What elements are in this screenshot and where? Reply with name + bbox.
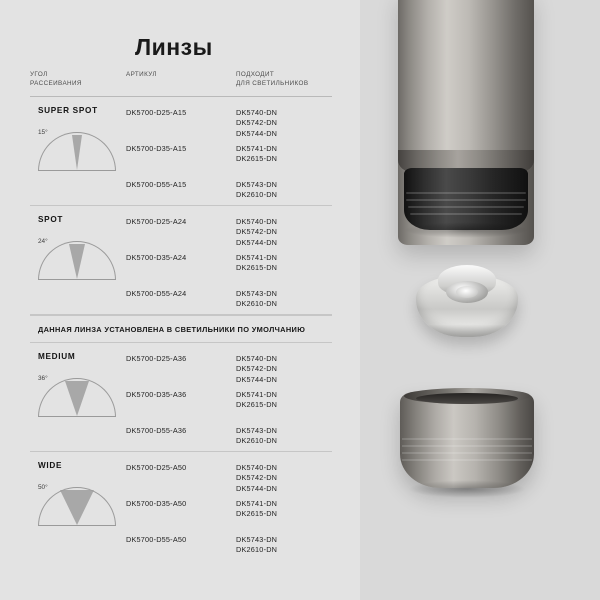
compatible-luminaires: DK5741-DN DK2615-DN <box>236 143 278 164</box>
beam-angle-label: 24° <box>38 237 48 245</box>
beam-cell <box>30 343 126 451</box>
beam-diagram-icon <box>38 487 116 539</box>
group-name: SPOT <box>38 214 64 224</box>
beam-cell <box>30 97 126 205</box>
article-code: DK5700-D35-A36 <box>126 389 187 399</box>
article-code: DK5700-D25-A50 <box>126 462 187 472</box>
compatible-luminaires: DK5740-DN DK5742-DN DK5744-DN <box>236 353 278 385</box>
article-code: DK5700-D55-A50 <box>126 534 187 544</box>
page-title: Линзы <box>135 34 213 60</box>
lens-table <box>30 70 332 560</box>
table-row <box>126 97 332 139</box>
beam-angle-label: 36° <box>38 374 48 382</box>
compatible-luminaires: DK5740-DN DK5742-DN DK5744-DN <box>236 216 278 248</box>
column-header-fits <box>236 70 332 89</box>
lens-group-super-spot <box>30 97 332 206</box>
tube-contact-shadow <box>404 222 528 238</box>
beam-diagram-icon <box>38 378 116 430</box>
luminaire-tube-head <box>404 168 528 230</box>
group-name: WIDE <box>38 460 63 470</box>
product-photo <box>360 0 600 600</box>
compatible-luminaires: DK5743-DN DK2610-DN <box>236 534 278 555</box>
compatible-luminaires: DK5741-DN DK2615-DN <box>236 389 278 410</box>
column-header-article: АРТИКУЛ <box>126 71 157 78</box>
column-header-fits-line1: ПОДХОДИТ <box>236 71 275 78</box>
article-code: DK5700-D25-A36 <box>126 353 187 363</box>
article-code: DK5700-D25-A15 <box>126 107 187 117</box>
table-row <box>126 278 332 314</box>
table-row <box>126 452 332 494</box>
compatible-luminaires: DK5743-DN DK2610-DN <box>236 425 278 446</box>
article-code: DK5700-D55-A15 <box>126 179 187 189</box>
beam-diagram-icon <box>38 241 116 293</box>
compatible-luminaires: DK5743-DN DK2610-DN <box>236 179 278 200</box>
mounting-ring <box>400 392 534 500</box>
lens-group-wide <box>30 452 332 560</box>
group-name: MEDIUM <box>38 351 76 361</box>
column-header-beam-line1: УГОЛ <box>30 71 48 78</box>
beam-cell <box>30 452 126 560</box>
compatible-luminaires: DK5743-DN DK2610-DN <box>236 288 278 309</box>
beam-diagram-icon <box>38 132 116 184</box>
article-code: DK5700-D55-A36 <box>126 425 187 435</box>
column-header-beam-line2: РАССЕИВАНИЯ <box>30 80 82 88</box>
beam-angle-label: 15° <box>38 128 48 136</box>
compatible-luminaires: DK5740-DN DK5742-DN DK5744-DN <box>236 462 278 494</box>
article-code: DK5700-D25-A24 <box>126 216 187 226</box>
column-header-beam <box>30 70 126 89</box>
group-name: SUPER SPOT <box>38 105 98 115</box>
column-header-fits-line2: ДЛЯ СВЕТИЛЬНИКОВ <box>236 80 309 88</box>
beam-angle-label: 50° <box>38 483 48 491</box>
table-row <box>126 169 332 205</box>
table-row <box>126 343 332 385</box>
compatible-luminaires: DK5741-DN DK2615-DN <box>236 252 278 273</box>
table-row <box>126 206 332 248</box>
article-code: DK5700-D35-A50 <box>126 498 187 508</box>
table-header-row <box>30 70 332 97</box>
compatible-luminaires: DK5740-DN DK5742-DN DK5744-DN <box>236 107 278 139</box>
beam-cell <box>30 206 126 314</box>
article-code: DK5700-D55-A24 <box>126 288 187 298</box>
compatible-luminaires: DK5741-DN DK2615-DN <box>236 498 278 519</box>
table-row <box>126 524 332 560</box>
lens-group-spot <box>30 206 332 315</box>
article-code: DK5700-D35-A24 <box>126 252 187 262</box>
table-row <box>126 415 332 451</box>
article-code: DK5700-D35-A15 <box>126 143 187 153</box>
default-lens-note: ДАННАЯ ЛИНЗА УСТАНОВЛЕНА В СВЕТИЛЬНИКИ ПО УМОЛЧАНИЮ <box>30 315 332 343</box>
lens-optic <box>416 265 518 341</box>
lens-group-medium <box>30 343 332 452</box>
